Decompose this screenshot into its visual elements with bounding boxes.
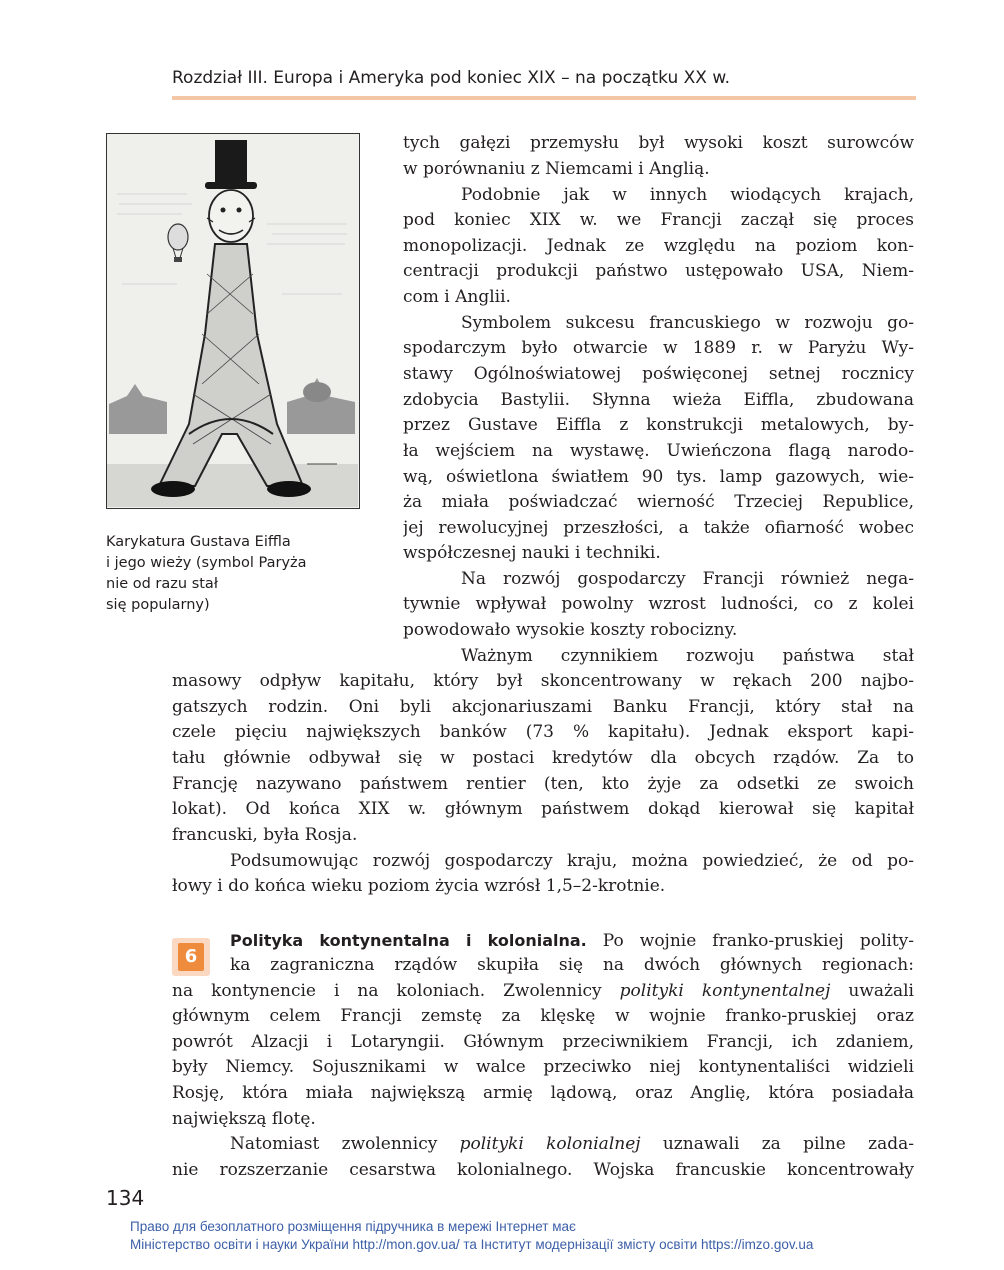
caption-line: się popularny) (106, 597, 210, 613)
text-line: wą, oświetlona światłem 90 tys. lamp gazowych, wie- (403, 467, 914, 487)
text-line: ża miała poświadczać wierność Trzeciej Republice, (403, 492, 914, 512)
text-line: centracji produkcji państwo ustępowało USA, Niem- (403, 261, 914, 281)
text-line: spodarczym było otwarcie w 1889 r. w Paryżu Wy- (403, 338, 914, 358)
text-span: uważali (848, 981, 914, 1001)
text-line: Podsumowując rozwój gospodarczy kraju, można powiedzieć, że od po- (230, 851, 914, 871)
text-line: czele pięciu największych banków (73 % kapitału). Jednak eksport kapi- (172, 722, 914, 742)
section-first-line (230, 928, 914, 953)
text-line: Podobnie jak w innych wiodących krajach, (461, 185, 914, 205)
text-line: com i Anglii. (403, 287, 511, 307)
text-line (172, 979, 914, 1004)
text-line: jej rewolucyjnej przeszłości, a także ofiarność wobec (403, 518, 914, 538)
caption-line: nie od razu stał (106, 576, 218, 592)
text-line: Rosję, która miała największą armię lądową, oraz Anglię, która posiadała (172, 1083, 914, 1103)
eiffel-caricature-image (106, 133, 360, 509)
text-span: Natomiast zwolennicy (230, 1134, 438, 1154)
section-number-badge (172, 938, 210, 976)
figure-caption (106, 532, 346, 616)
text-line: tywnie wpływał powolny wzrost ludności, co z kolei (403, 594, 914, 614)
text-line: Ważnym czynnikiem rozwoju państwa stał (461, 646, 914, 666)
text-line: nie rozszerzanie cesarstwa kolonialnego. Wojska francuskie koncentrowały (172, 1160, 914, 1180)
eiffel-caricature-drawing (107, 134, 358, 507)
text-line: Na rozwój gospodarczy Francji również nega- (461, 569, 914, 589)
text-span: na kontynencie i na koloniach. Zwolennicy (172, 981, 602, 1001)
caption-line: i jego wieży (symbol Paryża (106, 555, 307, 571)
text-line: monopolizacji. Jednak ze względu na poziom kon- (403, 236, 914, 256)
text-line: masowy odpływ kapitału, który był skoncentrowany w rękach 200 najbo- (172, 671, 914, 691)
text-line: największą flotę. (172, 1109, 316, 1129)
text-line: zdobycia Bastylii. Słynna wieża Eiffla, zbudowana (403, 390, 914, 410)
text-span: Po wojnie franko-pruskiej polity- (602, 931, 914, 951)
text-line: tych gałęzi przemysłu był wysoki koszt surowców (403, 133, 914, 153)
header-rule (172, 96, 916, 100)
footer-line: Право для безоплатного розміщення підручника в мережі Інтернет має (130, 1219, 576, 1234)
text-line: powodowało wysokie koszty robocizny. (403, 620, 738, 640)
text-line (230, 1132, 914, 1157)
text-line: ła wejściem na wystawę. Uwieńczona flagą narodo- (403, 441, 914, 461)
caption-line: Karykatura Gustava Eiffla (106, 534, 291, 550)
chapter-title: Rozdział III. Europa i Ameryka pod koniec XIX – na początku XX w. (172, 68, 731, 88)
text-line: przez Gustave Eiffla z konstrukcji metalowych, by- (403, 415, 914, 435)
text-line: Symbolem sukcesu francuskiego w rozwoju go- (461, 313, 914, 333)
text-span: uznawali za pilne zada- (662, 1134, 914, 1154)
text-line: łowy i do końca wieku poziom życia wzrósł 1,5–2-krotnie. (172, 876, 666, 896)
text-line: były Niemcy. Sojusznikami w walce przeciwko niej kontynentaliści widzieli (172, 1057, 914, 1077)
text-line: głównym celem Francji zemstę za klęskę w wojnie franko-pruskiej oraz (172, 1006, 914, 1026)
text-line: pod koniec XIX w. we Francji zaczął się proces (403, 210, 914, 230)
text-line: gatszych rodzin. Oni byli akcjonariuszami Banku Francji, który stał na (172, 697, 914, 717)
page-number: 134 (106, 1186, 145, 1210)
text-line: współczesnej nauki i techniki. (403, 543, 661, 563)
section-number: 6 (178, 943, 204, 971)
footer-line: Міністерство освіти і науки України http://mon.gov.ua/ та Інститут модернізації змісту освіти https://imzo.gov.ua (130, 1237, 814, 1252)
text-line: ka zagraniczna rządów skupiła się na dwóch głównych regionach: (230, 955, 914, 975)
italic-term: polityki kolonialnej (459, 1134, 641, 1154)
text-line: francuski, była Rosja. (172, 825, 358, 845)
text-line: tału głównie odbywał się w postaci kredytów dla obcych rządów. Za to (172, 748, 914, 768)
text-line: stawy Ogólnoświatowej poświęconej setnej rocznicy (403, 364, 914, 384)
text-line: w porównaniu z Niemcami i Anglią. (403, 159, 710, 179)
section-heading: Polityka kontynentalna i kolonialna. (230, 931, 587, 950)
italic-term: polityki kontynentalnej (619, 981, 831, 1001)
text-line: lokat). Od końca XIX w. głównym państwem dokąd kierował się kapitał (172, 799, 914, 819)
text-line: Francję nazywano państwem rentier (ten, kto żyje za odsetki ze swoich (172, 774, 914, 794)
text-line: powrót Alzacji i Lotaryngii. Głównym przeciwnikiem Francji, ich zdaniem, (172, 1032, 914, 1052)
